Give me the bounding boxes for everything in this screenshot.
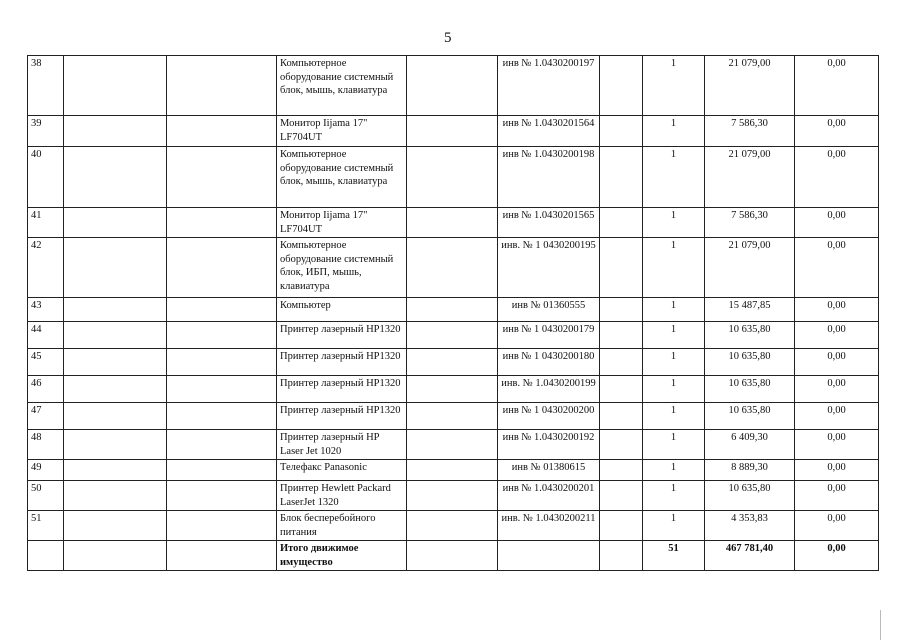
empty-cell [407, 511, 498, 541]
empty-cell [64, 298, 167, 322]
empty-cell [407, 238, 498, 298]
quantity: 1 [643, 116, 705, 147]
residual-value: 0,00 [795, 349, 879, 376]
empty-cell [407, 403, 498, 430]
empty-cell [64, 349, 167, 376]
empty-cell [167, 430, 277, 460]
empty-cell [64, 208, 167, 238]
empty-cell [64, 460, 167, 481]
empty-cell [64, 322, 167, 349]
quantity: 1 [643, 376, 705, 403]
residual-value: 0,00 [795, 430, 879, 460]
empty-cell [407, 116, 498, 147]
inventory-number: инв № 1 0430200179 [498, 322, 600, 349]
residual-value: 0,00 [795, 460, 879, 481]
row-number: 50 [28, 481, 64, 511]
empty-cell [64, 430, 167, 460]
item-name: Компьютерное оборудование системный блок, ИБП, мышь, клавиатура [277, 238, 407, 298]
empty-cell [600, 430, 643, 460]
empty-cell [407, 298, 498, 322]
row-number: 49 [28, 460, 64, 481]
inventory-number: инв. № 1.0430200199 [498, 376, 600, 403]
empty-cell [407, 147, 498, 208]
row-number: 46 [28, 376, 64, 403]
row-number: 42 [28, 238, 64, 298]
residual-value: 0,00 [795, 208, 879, 238]
quantity: 1 [643, 430, 705, 460]
empty-cell [64, 511, 167, 541]
total-row [28, 541, 879, 571]
book-value: 4 353,83 [705, 511, 795, 541]
empty-cell [64, 116, 167, 147]
empty-cell [167, 298, 277, 322]
residual-value: 0,00 [795, 481, 879, 511]
table-row [28, 403, 879, 430]
inventory-number: инв № 1.0430201564 [498, 116, 600, 147]
empty-cell [600, 349, 643, 376]
empty-cell [600, 511, 643, 541]
quantity: 1 [643, 460, 705, 481]
empty-cell [407, 208, 498, 238]
empty-cell [407, 481, 498, 511]
book-value: 8 889,30 [705, 460, 795, 481]
item-name: Принтер лазерный HP1320 [277, 403, 407, 430]
empty-cell [64, 238, 167, 298]
total-cost: 467 781,40 [705, 541, 795, 571]
residual-value: 0,00 [795, 376, 879, 403]
empty-cell [600, 208, 643, 238]
book-value: 7 586,30 [705, 116, 795, 147]
item-name: Телефакс Panasonic [277, 460, 407, 481]
inventory-number: инв № 1.0430200192 [498, 430, 600, 460]
residual-value: 0,00 [795, 322, 879, 349]
inventory-number: инв № 01380615 [498, 460, 600, 481]
empty-cell [600, 322, 643, 349]
quantity: 1 [643, 403, 705, 430]
table-row [28, 116, 879, 147]
book-value: 10 635,80 [705, 349, 795, 376]
table-row [28, 238, 879, 298]
book-value: 21 079,00 [705, 56, 795, 116]
empty-cell [64, 376, 167, 403]
row-number: 43 [28, 298, 64, 322]
empty-cell [167, 460, 277, 481]
empty-cell [600, 116, 643, 147]
residual-value: 0,00 [795, 147, 879, 208]
quantity: 1 [643, 238, 705, 298]
inventory-number: инв № 1 0430200180 [498, 349, 600, 376]
empty-cell [600, 238, 643, 298]
inventory-number: инв № 1.0430200198 [498, 147, 600, 208]
empty-cell [64, 147, 167, 208]
book-value: 10 635,80 [705, 322, 795, 349]
empty-cell [167, 376, 277, 403]
residual-value: 0,00 [795, 56, 879, 116]
book-value: 6 409,30 [705, 430, 795, 460]
row-number: 41 [28, 208, 64, 238]
empty-cell [167, 238, 277, 298]
inventory-number: инв № 1.0430200197 [498, 56, 600, 116]
table-row [28, 430, 879, 460]
total-label: Итого движимое имущество [277, 541, 407, 571]
item-name: Монитор Iijama 17" LF704UT [277, 208, 407, 238]
quantity: 1 [643, 349, 705, 376]
empty-cell [64, 403, 167, 430]
page-number: 5 [444, 30, 452, 46]
empty-cell [167, 56, 277, 116]
quantity: 1 [643, 511, 705, 541]
quantity: 1 [643, 322, 705, 349]
empty-cell [167, 481, 277, 511]
item-name: Принтер Hewlett Packard LaserJet 1320 [277, 481, 407, 511]
empty-cell [600, 298, 643, 322]
empty-cell [64, 56, 167, 116]
residual-value: 0,00 [795, 298, 879, 322]
table-row [28, 376, 879, 403]
table-row [28, 208, 879, 238]
table-row [28, 147, 879, 208]
row-number: 45 [28, 349, 64, 376]
quantity: 1 [643, 208, 705, 238]
residual-value: 0,00 [795, 238, 879, 298]
row-number: 48 [28, 430, 64, 460]
book-value: 10 635,80 [705, 481, 795, 511]
item-name: Компьютерное оборудование системный блок, мышь, клавиатура [277, 56, 407, 116]
empty-cell [167, 403, 277, 430]
inventory-number: инв № 1.0430201565 [498, 208, 600, 238]
total-qty: 51 [643, 541, 705, 571]
inventory-number: инв. № 1.0430200211 [498, 511, 600, 541]
item-name: Блок бесперебойного питания [277, 511, 407, 541]
item-name: Принтер лазерный HP1320 [277, 349, 407, 376]
item-name: Компьютерное оборудование системный блок, мышь, клавиатура [277, 147, 407, 208]
quantity: 1 [643, 147, 705, 208]
residual-value: 0,00 [795, 511, 879, 541]
table-row [28, 349, 879, 376]
book-value: 10 635,80 [705, 376, 795, 403]
residual-value: 0,00 [795, 116, 879, 147]
item-name: Принтер лазерный HP Laser Jet 1020 [277, 430, 407, 460]
empty-cell [167, 116, 277, 147]
row-number: 39 [28, 116, 64, 147]
total-rest: 0,00 [795, 541, 879, 571]
empty-cell [407, 376, 498, 403]
empty-cell [600, 56, 643, 116]
empty-cell [600, 147, 643, 208]
inventory-number: инв № 1 0430200200 [498, 403, 600, 430]
empty-cell [407, 349, 498, 376]
item-name: Принтер лазерный HP1320 [277, 322, 407, 349]
empty-cell [407, 430, 498, 460]
empty-cell [167, 511, 277, 541]
table-row [28, 322, 879, 349]
table-body [28, 56, 879, 541]
empty-cell [167, 208, 277, 238]
quantity: 1 [643, 481, 705, 511]
book-value: 15 487,85 [705, 298, 795, 322]
item-name: Принтер лазерный HP1320 [277, 376, 407, 403]
empty-cell [407, 460, 498, 481]
empty-cell [167, 349, 277, 376]
item-name: Монитор Iijama 17" LF704UT [277, 116, 407, 147]
empty-cell [600, 403, 643, 430]
empty-cell [167, 322, 277, 349]
table-row [28, 460, 879, 481]
book-value: 10 635,80 [705, 403, 795, 430]
book-value: 21 079,00 [705, 238, 795, 298]
table-row [28, 298, 879, 322]
quantity: 1 [643, 298, 705, 322]
book-value: 21 079,00 [705, 147, 795, 208]
table-row [28, 481, 879, 511]
empty-cell [600, 376, 643, 403]
table-row [28, 56, 879, 116]
row-number: 47 [28, 403, 64, 430]
row-number: 38 [28, 56, 64, 116]
inventory-number: инв. № 1 0430200195 [498, 238, 600, 298]
empty-cell [64, 481, 167, 511]
inventory-number: инв № 01360555 [498, 298, 600, 322]
row-number: 44 [28, 322, 64, 349]
scan-margin-mark [880, 610, 881, 640]
quantity: 1 [643, 56, 705, 116]
property-table [27, 55, 879, 571]
empty-cell [407, 322, 498, 349]
book-value: 7 586,30 [705, 208, 795, 238]
residual-value: 0,00 [795, 403, 879, 430]
empty-cell [600, 460, 643, 481]
item-name: Компьютер [277, 298, 407, 322]
empty-cell [167, 147, 277, 208]
row-number: 51 [28, 511, 64, 541]
table-row [28, 511, 879, 541]
empty-cell [600, 481, 643, 511]
empty-cell [407, 56, 498, 116]
row-number: 40 [28, 147, 64, 208]
inventory-number: инв № 1.0430200201 [498, 481, 600, 511]
